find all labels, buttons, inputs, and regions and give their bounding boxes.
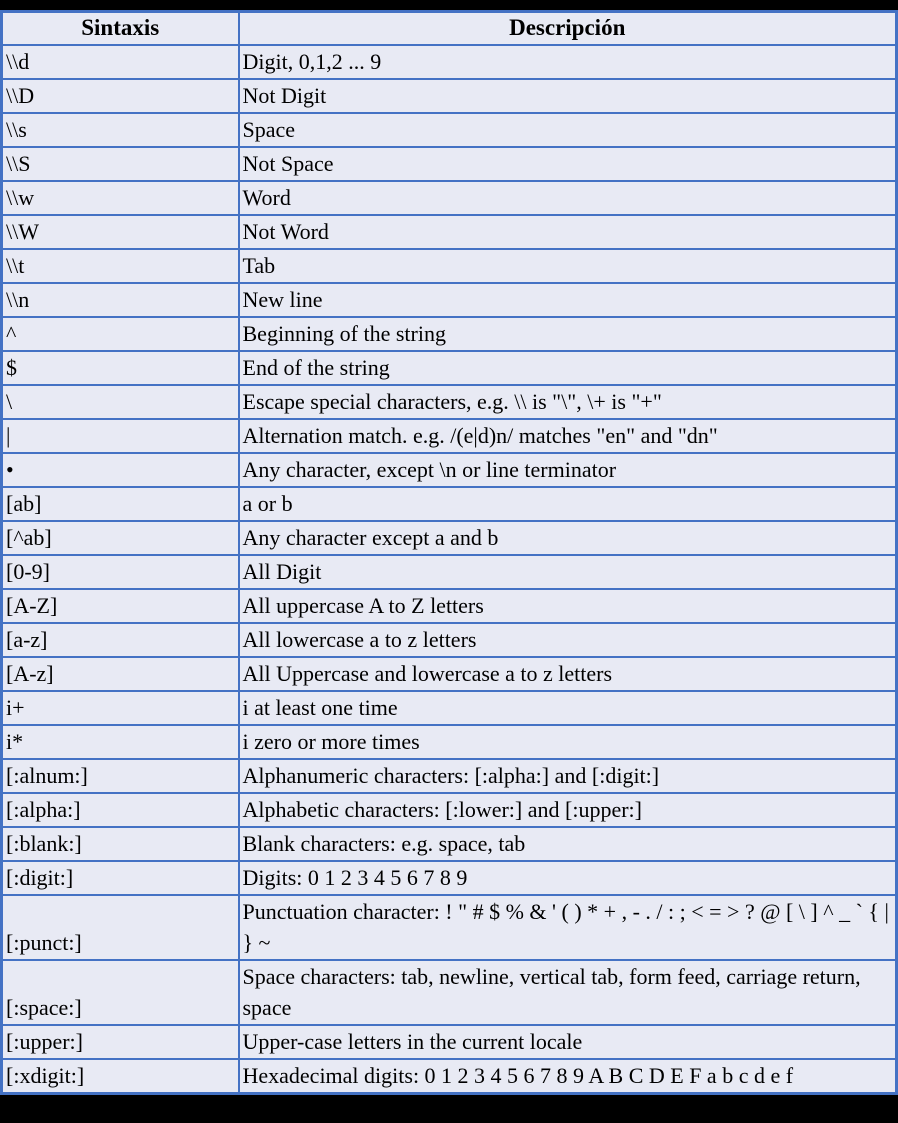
- table-row: [2, 351, 897, 385]
- syntax-cell: [:space:]: [2, 960, 239, 1025]
- syntax-cell: \\w: [2, 181, 239, 215]
- description-cell: Word: [239, 181, 897, 215]
- syntax-cell: [A-z]: [2, 657, 239, 691]
- syntax-cell: \\D: [2, 79, 239, 113]
- syntax-cell: i*: [2, 725, 239, 759]
- syntax-cell: [:blank:]: [2, 827, 239, 861]
- syntax-cell: |: [2, 419, 239, 453]
- description-cell: i at least one time: [239, 691, 897, 725]
- description-cell: Beginning of the string: [239, 317, 897, 351]
- table-row: [2, 725, 897, 759]
- syntax-cell: [0-9]: [2, 555, 239, 589]
- table-row: [2, 113, 897, 147]
- description-cell: Punctuation character: ! " # $ % & ' ( ) * + , - . / : ; < = > ? @ [ \ ] ^ _ ` { | } ~: [239, 895, 897, 960]
- table-row: [2, 317, 897, 351]
- syntax-cell: [:alpha:]: [2, 793, 239, 827]
- table-row: [2, 691, 897, 725]
- table-row: [2, 521, 897, 555]
- description-cell: i zero or more times: [239, 725, 897, 759]
- table-row: [2, 79, 897, 113]
- syntax-cell: ^: [2, 317, 239, 351]
- table-row: [2, 1025, 897, 1059]
- description-cell: Blank characters: e.g. space, tab: [239, 827, 897, 861]
- table-row: [2, 657, 897, 691]
- table-row: [2, 181, 897, 215]
- syntax-cell: $: [2, 351, 239, 385]
- syntax-cell: [:digit:]: [2, 861, 239, 895]
- table-row: [2, 419, 897, 453]
- table-row: [2, 385, 897, 419]
- syntax-cell: [^ab]: [2, 521, 239, 555]
- description-cell: New line: [239, 283, 897, 317]
- column-header-sintaxis: Sintaxis: [2, 12, 239, 45]
- syntax-cell: [:upper:]: [2, 1025, 239, 1059]
- syntax-cell: [:xdigit:]: [2, 1059, 239, 1094]
- table-row: [2, 249, 897, 283]
- syntax-cell: \: [2, 385, 239, 419]
- syntax-cell: \\n: [2, 283, 239, 317]
- table-row: [2, 215, 897, 249]
- syntax-cell: •: [2, 453, 239, 487]
- description-cell: Not Space: [239, 147, 897, 181]
- description-cell: Alternation match. e.g. /(e|d)n/ matches "en" and "dn": [239, 419, 897, 453]
- table-row: [2, 147, 897, 181]
- description-cell: Space: [239, 113, 897, 147]
- description-cell: Tab: [239, 249, 897, 283]
- syntax-cell: [:punct:]: [2, 895, 239, 960]
- description-cell: Alphabetic characters: [:lower:] and [:upper:]: [239, 793, 897, 827]
- description-cell: Not Digit: [239, 79, 897, 113]
- description-cell: Hexadecimal digits: 0 1 2 3 4 5 6 7 8 9 A B C D E F a b c d e f: [239, 1059, 897, 1094]
- syntax-cell: \\W: [2, 215, 239, 249]
- table-row: [2, 487, 897, 521]
- syntax-cell: [:alnum:]: [2, 759, 239, 793]
- table-header: [2, 12, 897, 45]
- description-cell: All uppercase A to Z letters: [239, 589, 897, 623]
- syntax-cell: \\S: [2, 147, 239, 181]
- syntax-cell: [A-Z]: [2, 589, 239, 623]
- table-row: [2, 861, 897, 895]
- header-row: [2, 12, 897, 45]
- syntax-cell: [ab]: [2, 487, 239, 521]
- table-row: [2, 759, 897, 793]
- description-cell: a or b: [239, 487, 897, 521]
- syntax-cell: \\t: [2, 249, 239, 283]
- table-row: [2, 623, 897, 657]
- table-row: [2, 827, 897, 861]
- syntax-cell: \\d: [2, 45, 239, 79]
- table-row: [2, 555, 897, 589]
- description-cell: Any character except a and b: [239, 521, 897, 555]
- table-body: [2, 45, 897, 1094]
- column-header-descripcion: Descripción: [239, 12, 897, 45]
- table-row: [2, 589, 897, 623]
- syntax-cell: [a-z]: [2, 623, 239, 657]
- table-row: [2, 793, 897, 827]
- description-cell: Any character, except \n or line terminator: [239, 453, 897, 487]
- table-row: [2, 960, 897, 1025]
- description-cell: All lowercase a to z letters: [239, 623, 897, 657]
- table-row: [2, 45, 897, 79]
- description-cell: Digit, 0,1,2 ... 9: [239, 45, 897, 79]
- syntax-cell: i+: [2, 691, 239, 725]
- table-row: [2, 283, 897, 317]
- table-row: [2, 1059, 897, 1094]
- description-cell: Not Word: [239, 215, 897, 249]
- regex-syntax-table: [0, 10, 898, 1095]
- description-cell: Alphanumeric characters: [:alpha:] and [:digit:]: [239, 759, 897, 793]
- table-row: [2, 895, 897, 960]
- description-cell: Escape special characters, e.g. \\ is "\", \+ is "+": [239, 385, 897, 419]
- description-cell: Space characters: tab, newline, vertical tab, form feed, carriage return, space: [239, 960, 897, 1025]
- description-cell: Upper-case letters in the current locale: [239, 1025, 897, 1059]
- description-cell: All Uppercase and lowercase a to z letters: [239, 657, 897, 691]
- table-row: [2, 453, 897, 487]
- description-cell: End of the string: [239, 351, 897, 385]
- description-cell: Digits: 0 1 2 3 4 5 6 7 8 9: [239, 861, 897, 895]
- syntax-cell: \\s: [2, 113, 239, 147]
- description-cell: All Digit: [239, 555, 897, 589]
